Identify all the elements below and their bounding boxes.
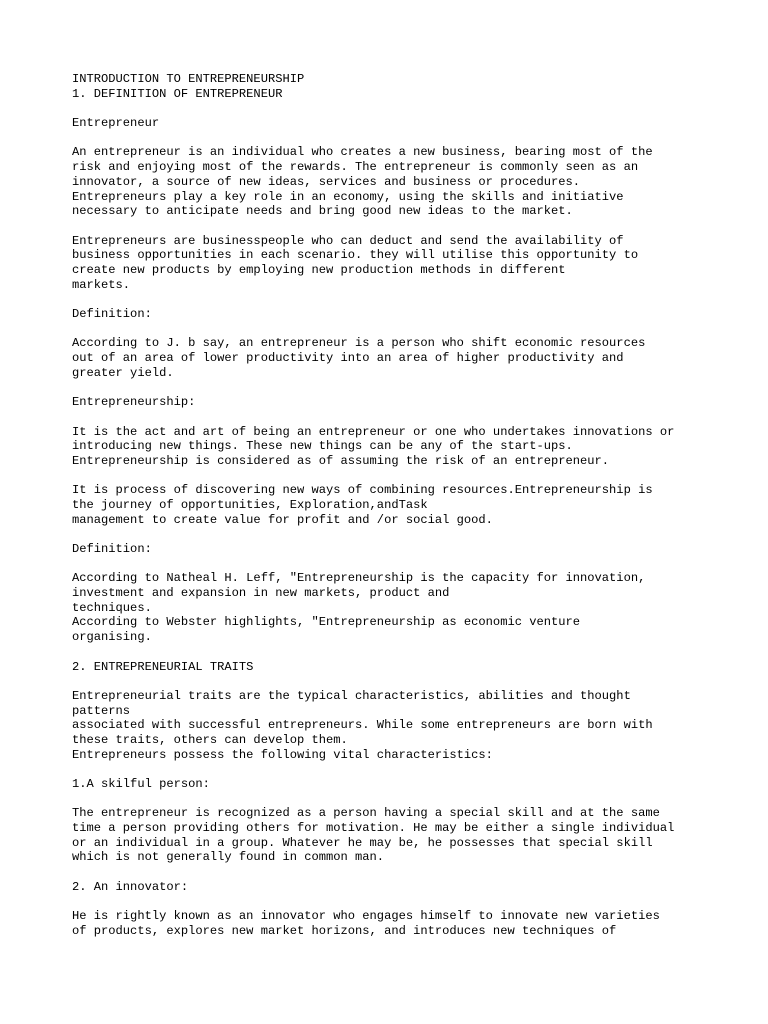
document-body [72,72,712,939]
text-line: greater yield. [72,365,174,380]
text-line: investment and expansion in new markets, product and [72,586,450,601]
text-line: Entrepreneurship is considered as of assuming the risk of an entrepreneur. [72,453,610,468]
text-line: necessary to anticipate needs and bring good new ideas to the market. [72,204,573,219]
text-line: which is not generally found in common man. [72,850,385,865]
blank-line [72,292,712,307]
text-line: He is rightly known as an innovator who engages himself to innovate new varieties [72,909,660,924]
text-line: or an individual in a group. Whatever he may be, he possesses that special skill [72,835,653,850]
text-line: According to Webster highlights, "Entrepreneurship as economic venture [72,615,581,630]
text-line: 1. DEFINITION OF ENTREPRENEUR [72,86,283,101]
text-line: management to create value for profit and /or social good. [72,512,493,527]
blank-line [72,674,712,689]
blank-line [72,101,712,116]
text-line: business opportunities in each scenario. they will utilise this opportunity to [72,248,639,263]
text-line: Definition: [72,307,152,321]
text-line: organising. [72,630,152,645]
text-line: Entrepreneurs possess the following vital characteristics: [72,747,493,762]
text-line: markets. [72,277,131,292]
text-line: 2. An innovator: [72,879,189,894]
text-line: associated with successful entrepreneurs. While some entrepreneurs are born with [72,718,653,733]
blank-line [72,322,712,337]
text-line: these traits, others can develop them. [72,732,348,747]
blank-line [72,895,712,910]
text-line: The entrepreneur is recognized as a person having a special skill and at the same [72,806,660,821]
text-line: According to J. b say, an entrepreneur is a person who shift economic resources [72,336,646,351]
blank-line [72,410,712,425]
text-line: 1.A skilful person: [72,777,210,791]
text-line: An entrepreneur is an individual who creates a new business, bearing most of the [72,145,653,160]
blank-line [72,557,712,572]
text-line: Definition: [72,542,152,556]
text-line: the journey of opportunities, Exploration,andTask [72,497,428,512]
text-line: introducing new things. These new things can be any of the start-ups. [72,439,573,454]
blank-line [72,131,712,146]
text-line: innovator, a source of new ideas, services and business or procedures. [72,174,581,189]
text-line: create new products by employing new production methods in different [72,262,566,277]
blank-line [72,219,712,234]
text-line: Entrepreneurship: [72,395,196,410]
text-line: out of an area of lower productivity into an area of higher productivity and [72,351,624,366]
blank-line [72,762,712,777]
blank-line [72,469,712,484]
text-line: Entrepreneur [72,116,160,131]
blank-line [72,865,712,880]
text-line: techniques. [72,600,152,615]
text-line: Entrepreneurs are businesspeople who can deduct and send the availability of [72,233,624,248]
text-line: risk and enjoying most of the rewards. The entrepreneur is commonly seen as an [72,160,639,175]
blank-line [72,527,712,542]
text-line: INTRODUCTION TO ENTREPRENEURSHIP [72,72,305,86]
text-line: Entrepreneurial traits are the typical characteristics, abilities and thought [72,688,631,703]
text-line: It is the act and art of being an entrepreneur or one who undertakes innovations or [72,424,675,439]
blank-line [72,792,712,807]
text-line: time a person providing others for motivation. He may be either a single individual [72,821,675,836]
text-line: According to Natheal H. Leff, "Entrepreneurship is the capacity for innovation, [72,571,646,586]
text-line: 2. ENTREPRENEURIAL TRAITS [72,659,254,674]
text-line: patterns [72,703,131,718]
text-line: Entrepreneurs play a key role in an economy, using the skills and initiative [72,189,624,204]
text-line: It is process of discovering new ways of combining resources.Entrepreneurship is [72,483,653,498]
blank-line [72,645,712,660]
blank-line [72,380,712,395]
text-line: of products, explores new market horizons, and introduces new techniques of [72,923,617,938]
